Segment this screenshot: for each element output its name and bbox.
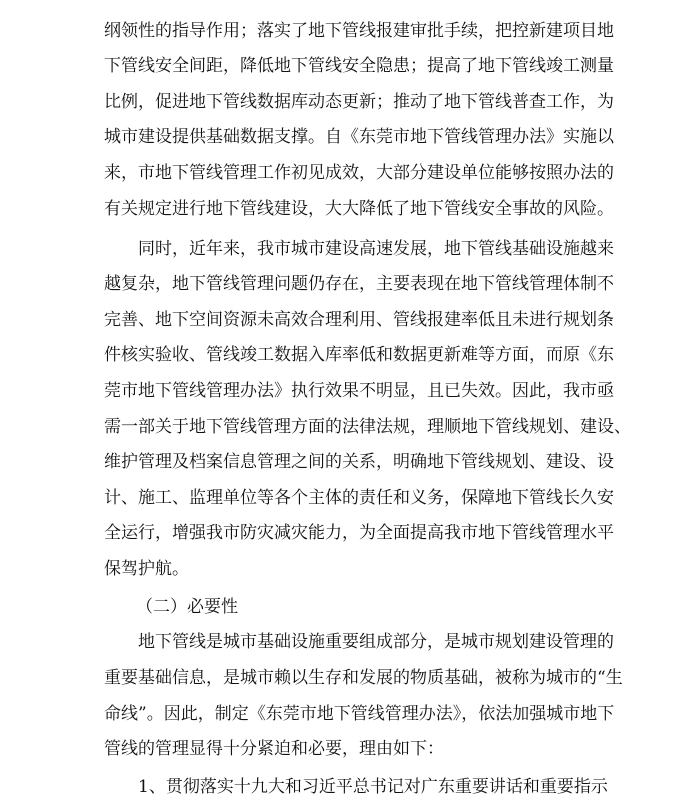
paragraph-3-line-4: 管线的管理显得十分紧迫和必要，理由如下： [104, 739, 444, 759]
paragraph-3-line-1: 地下管线是城市基础设施重要组成部分，是城市规划建设管理的 [138, 632, 614, 652]
paragraph-1-line-2: 下管线安全间距，降低地下管线安全隐患；提高了地下管线竣工测量 [104, 56, 614, 76]
paragraph-2-line-10: 保驾护航。 [104, 559, 189, 579]
paragraph-2-line-4: 件核实验收、管线竣工数据入库率低和数据更新难等方面，而原《东 [104, 345, 614, 365]
paragraph-2-line-1: 同时，近年来，我市城市建设高速发展，地下管线基础设施越来 [138, 239, 614, 259]
paragraph-2-line-6: 需一部关于地下管线管理方面的法律法规，理顺地下管线规划、建设、 [104, 417, 631, 437]
paragraph-2-line-7: 维护管理及档案信息管理之间的关系，明确地下管线规划、建设、设 [104, 452, 614, 472]
paragraph-2-line-8: 计、施工、监理单位等各个主体的责任和义务，保障地下管线长久安 [104, 488, 614, 508]
paragraph-1-line-3: 比例，促进地下管线数据库动态更新；推动了地下管线普查工作，为 [104, 92, 614, 112]
paragraph-1-line-6: 有关规定进行地下管线建设，大大降低了地下管线安全事故的风险。 [104, 199, 614, 219]
paragraph-2-line-9: 全运行，增强我市防灾减灾能力，为全面提高我市地下管线管理水平 [104, 523, 614, 543]
paragraph-3-line-2: 重要基础信息，是城市赖以生存和发展的物质基础，被称为城市的“生 [104, 668, 623, 688]
paragraph-3-line-3: 命线”。因此，制定《东莞市地下管线管理办法》，依法加强城市地下 [104, 704, 615, 724]
paragraph-1-line-1: 纲领性的指导作用；落实了地下管线报建审批手续，把控新建项目地 [104, 21, 614, 41]
paragraph-1-line-5: 来，市地下管线管理工作初见成效，大部分建设单位能够按照办法的 [104, 163, 614, 183]
paragraph-2-line-2: 越复杂，地下管线管理问题仍存在，主要表现在地下管线管理体制不 [104, 274, 614, 294]
section-heading-necessity: （二）必要性 [136, 597, 238, 617]
paragraph-2-line-5: 莞市地下管线管理办法》执行效果不明显，且已失效。因此，我市亟 [104, 381, 614, 401]
paragraph-2-line-3: 完善、地下空间资源未高效合理利用、管线报建率低且未进行规划条 [104, 310, 614, 330]
list-item-1: 1、贯彻落实十九大和习近平总书记对广东重要讲话和重要指示 [138, 777, 608, 797]
paragraph-1-line-4: 城市建设提供基础数据支撑。自《东莞市地下管线管理办法》实施以 [104, 127, 614, 147]
